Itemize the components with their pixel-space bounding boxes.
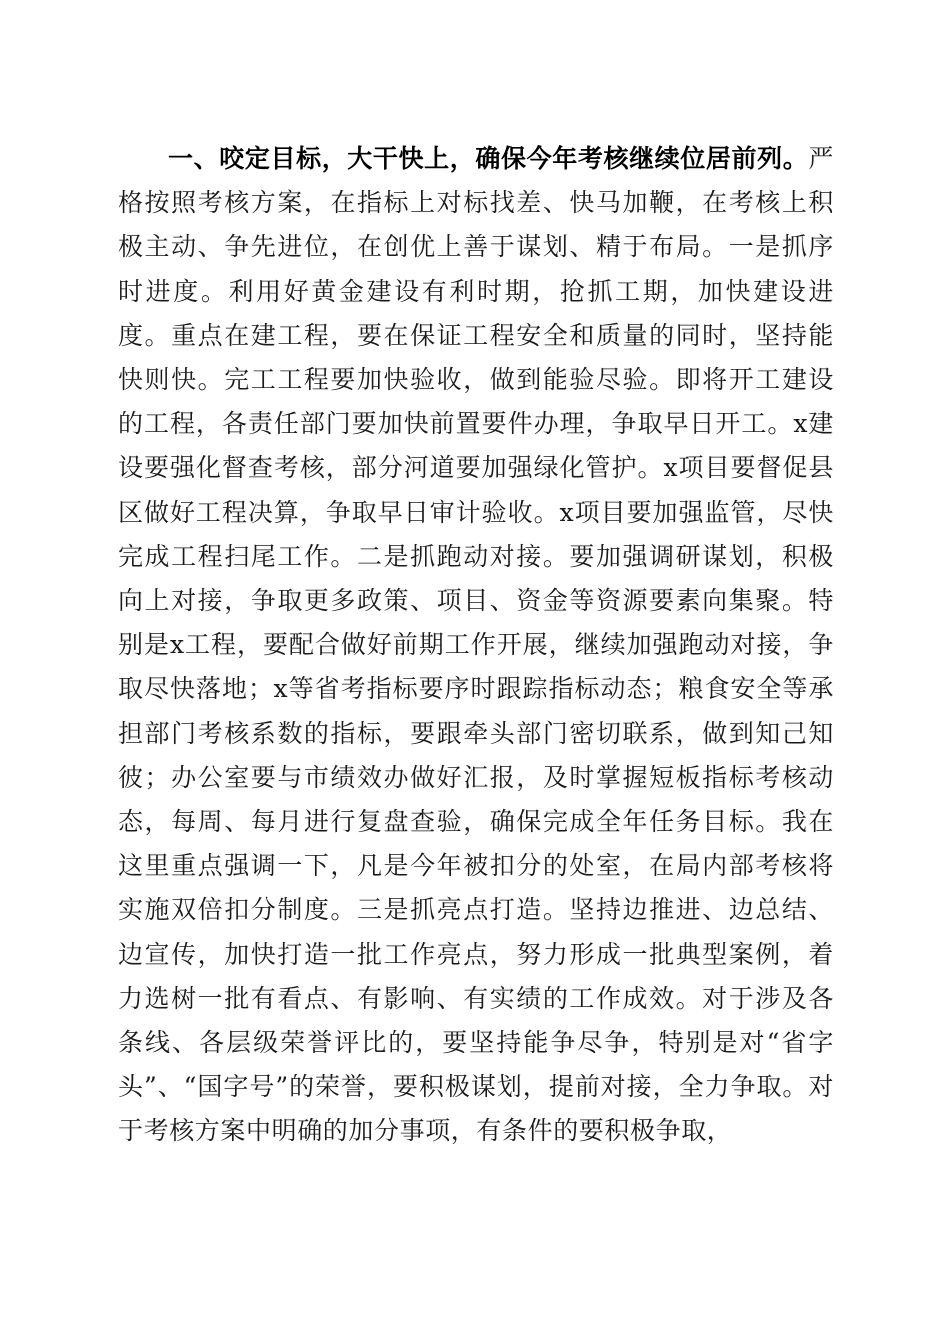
section-heading: 一、咬定目标，大干快上，确保今年考核继续位居前列。: [168, 144, 809, 173]
body-paragraph: [118, 137, 834, 1154]
document-body: [118, 137, 834, 1154]
paragraph-text: 严格按照考核方案，在指标上对标找差、快马加鞭，在考核上积极主动、争先进位，在创优上善于谋划、精于布局。一是抓序时进度。利用好黄金建设有利时期，抢抓工期，加快建设进度。重点在建工程，要在保证工程安全和质量的同时，坚持能快则快。完工工程要加快验收，做到能验尽验。即将开工建设的工程，各责任部门要加快前置要件办理，争取早日开工。x建设要强化督查考核，部分河道要加强绿化管护。x项目要督促县区做好工程决算，争取早日审计验收。x项目要加强监管，尽快完成工程扫尾工作。二是抓跑动对接。要加强调研谋划，积极向上对接，争取更多政策、项目、资金等资源要素向集聚。特别是x工程，要配合做好前期工作开展，继续加强跑动对接，争取尽快落地；x等省考指标要序时跟踪指标动态；粮食安全等承担部门考核系数的指标，要跟牵头部门密切联系，做到知己知彼；办公室要与市绩效办做好汇报，及时掌握短板指标考核动态，每周、每月进行复盘查验，确保完成全年任务目标。我在这里重点强调一下，凡是今年被扣分的处室，在局内部考核将实施双倍扣分制度。三是抓亮点打造。坚持边推进、边总结、边宣传，加快打造一批工作亮点，努力形成一批典型案例，着力选树一批有看点、有影响、有实绩的工作成效。对于涉及各条线、各层级荣誉评比的，要坚持能争尽争，特别是对“省字头”、“国字号”的荣誉，要积极谋划，提前对接，全力争取。对于考核方案中明确的加分事项，有条件的要积极争取，: [118, 144, 834, 1146]
